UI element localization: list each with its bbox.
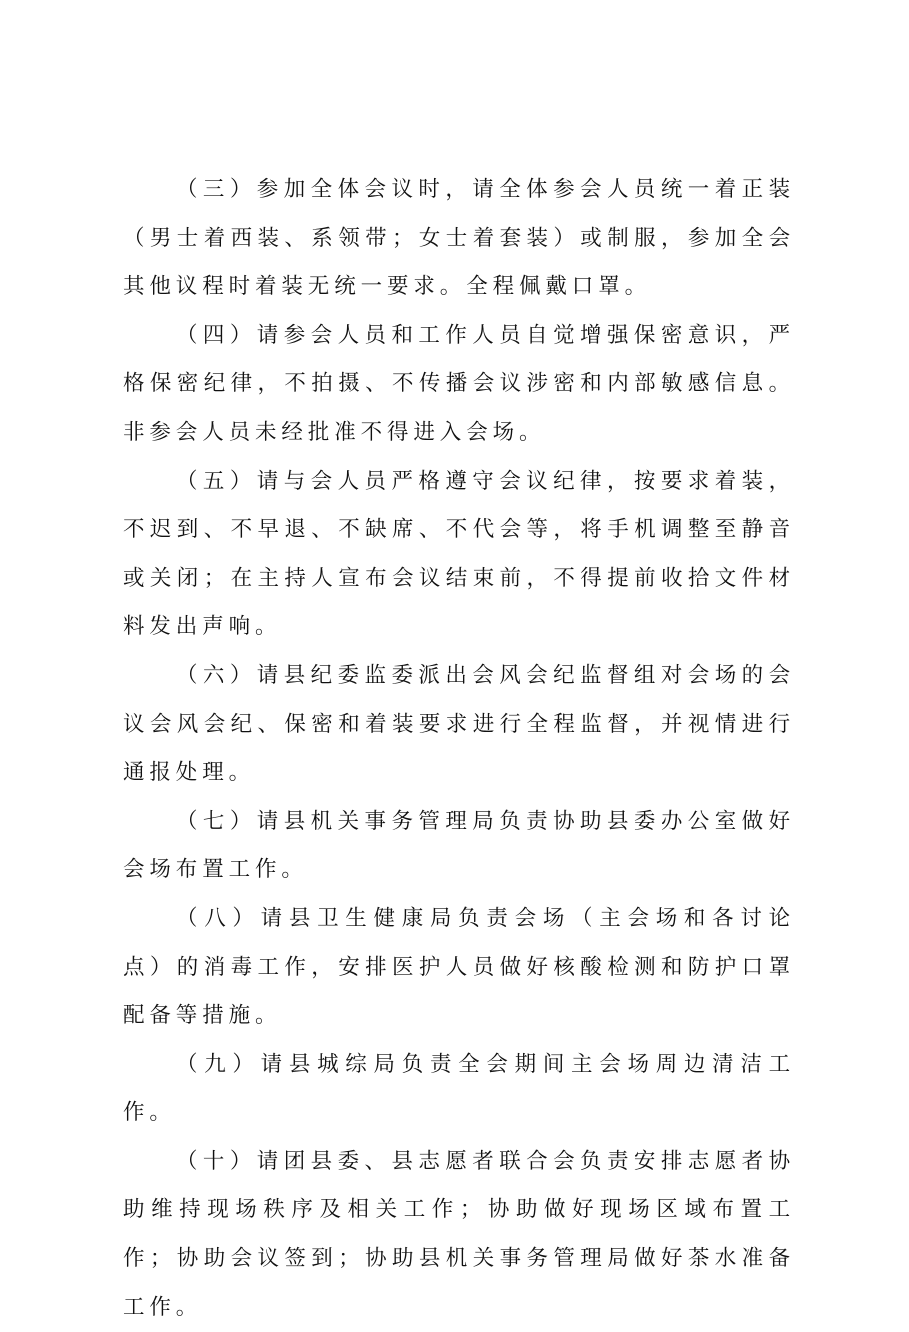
paragraph-item-9: （九）请县城综局负责全会期间主会场周边清洁工作。 bbox=[123, 1051, 795, 1126]
paragraph-item-7: （七）请县机关事务管理局负责协助县委办公室做好会场布置工作。 bbox=[123, 808, 795, 883]
paragraph-item-6: （六）请县纪委监委派出会风会纪监督组对会场的会议会风会纪、保密和着装要求进行全程监督，并视情进行通报处理。 bbox=[123, 662, 795, 786]
paragraph-item-8: （八）请县卫生健康局负责会场（主会场和各讨论点）的消毒工作，安排医护人员做好核酸检测和防护口罩配备等措施。 bbox=[123, 905, 795, 1029]
paragraph-item-4: （四）请参会人员和工作人员自觉增强保密意识，严格保密纪律，不拍摄、不传播会议涉密和内部敏感信息。非参会人员未经批准不得进入会场。 bbox=[123, 322, 795, 445]
document-body bbox=[123, 166, 795, 1332]
paragraph-item-3: （三）参加全体会议时，请全体参会人员统一着正装（男士着西装、系领带；女士着套装）或制服，参加全会其他议程时着装无统一要求。全程佩戴口罩。 bbox=[123, 177, 795, 300]
paragraph-item-10: （十）请团县委、县志愿者联合会负责安排志愿者协助维持现场秩序及相关工作；协助做好现场区域布置工作；协助会议签到；协助县机关事务管理局做好茶水准备工作。 bbox=[123, 1148, 795, 1320]
paragraph-item-5: （五）请与会人员严格遵守会议纪律，按要求着装，不迟到、不早退、不缺席、不代会等，将手机调整至静音或关闭；在主持人宣布会议结束前，不得提前收拾文件材料发出声响。 bbox=[123, 468, 795, 640]
